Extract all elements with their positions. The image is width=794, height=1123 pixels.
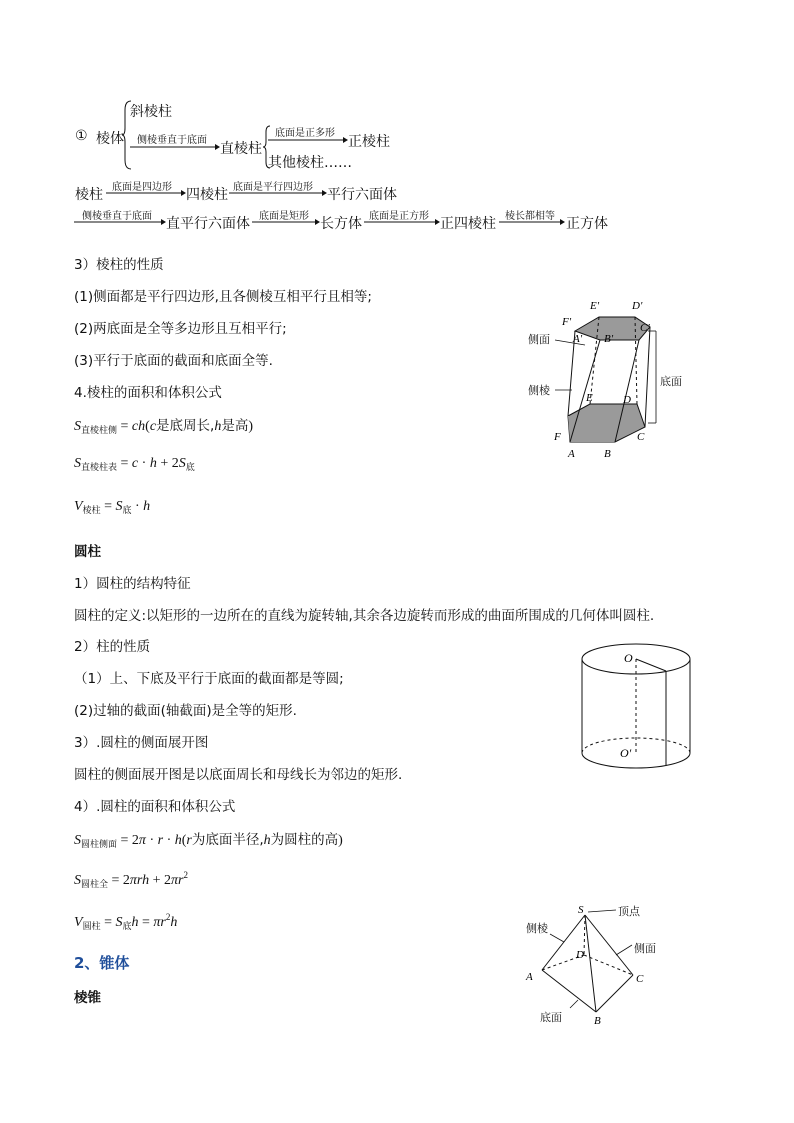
prism-side-edge-label: 侧棱 — [528, 384, 550, 397]
arrow-label-quadrilateral: 底面是四边形 — [112, 182, 172, 193]
pyramid-side-edge-label: 侧棱 — [526, 922, 548, 935]
svg-text:F: F — [554, 431, 561, 443]
circled-number: ① — [75, 128, 88, 144]
regular-quad-prism-label: 正四棱柱 — [440, 216, 496, 232]
cube-label: 正方体 — [566, 216, 608, 232]
quad-prism-label: 四棱柱 — [186, 187, 228, 203]
svg-text:O: O — [624, 651, 633, 665]
cylinder-title: 圆柱 — [74, 544, 101, 560]
svg-text:D': D' — [632, 300, 643, 312]
arrow-label-regular-polygon: 底面是正多形 — [275, 128, 335, 139]
cylinder-property-2: (2)过轴的截面(轴截面)是全等的矩形. — [74, 703, 297, 719]
arrow-3 — [106, 189, 186, 197]
prism-base-label: 底面 — [660, 375, 682, 388]
svg-text:C': C' — [640, 322, 650, 334]
prism-property-2: (2)两底面是全等多边形且互相平行; — [74, 321, 287, 337]
svg-text:E': E' — [590, 300, 600, 312]
cylinder-unfold-text: 圆柱的侧面展开图是以底面周长和母线长为邻边的矩形. — [74, 767, 403, 783]
cylinder-unfold-heading: 3）.圆柱的侧面展开图 — [74, 735, 209, 751]
pyramid-apex-label: 顶点 — [618, 905, 640, 918]
arrow-8 — [499, 218, 565, 226]
prism-property-3: (3)平行于底面的截面和底面全等. — [74, 353, 273, 369]
arrow-label-square: 底面是正方形 — [369, 211, 429, 222]
svg-text:D: D — [576, 949, 584, 961]
svg-text:O': O' — [620, 746, 632, 760]
svg-text:C: C — [637, 431, 645, 443]
prism-side-face-label: 侧面 — [528, 333, 550, 346]
svg-text:B: B — [594, 1015, 601, 1027]
prism-property-1: (1)侧面都是平行四边形,且各侧棱互相平行且相等; — [74, 289, 372, 305]
arrow-2 — [268, 136, 348, 144]
right-prism-label: 直棱柱 — [220, 141, 262, 157]
arrow-label-edge-perp-2: 侧棱垂直于底面 — [82, 211, 152, 222]
formula-right-prism-lateral: $S_{直棱柱侧} = ch(c$是底周长,h是高) — [74, 418, 253, 436]
arrow-7 — [364, 218, 440, 226]
arrow-1 — [130, 143, 220, 151]
cylinder-property-1: （1）上、下底及平行于底面的截面都是等圆; — [74, 671, 344, 687]
other-prism-label: 其他棱柱…… — [268, 155, 352, 171]
arrow-label-edges-equal: 棱长都相等 — [505, 211, 555, 222]
arrow-label-edge-perp-1: 侧棱垂直于底面 — [137, 135, 207, 146]
cone-section-heading: 2、锥体 — [74, 954, 130, 972]
pyramid-base-label: 底面 — [540, 1011, 562, 1024]
formula-prism-volume: $V_{棱柱} = S_底 \cdot h$ — [74, 499, 151, 516]
regular-prism-label: 正棱柱 — [348, 134, 390, 150]
svg-text:F': F' — [562, 316, 572, 328]
oblique-prism-label: 斜棱柱 — [130, 104, 172, 120]
prism-body-label: 棱体 — [96, 131, 124, 147]
cuboid-label: 长方体 — [320, 216, 362, 232]
svg-text:B': B' — [604, 333, 614, 345]
cylinder-figure — [578, 640, 698, 775]
prism-label: 棱柱 — [75, 187, 103, 203]
formula-cylinder-lateral: $S_{圆柱侧面} = 2\pi \cdot r \cdot h(r$为底面半径,h为圆柱的高) — [74, 832, 343, 850]
svg-text:A: A — [568, 448, 575, 460]
cylinder-formulas-heading: 4）.圆柱的面积和体积公式 — [74, 799, 236, 815]
svg-text:D: D — [623, 394, 631, 406]
svg-text:A': A' — [573, 333, 583, 345]
formula-right-prism-surface: $S_{直棱柱表} = c \cdot h + 2S_底$ — [74, 456, 195, 473]
svg-text:A: A — [526, 971, 533, 983]
svg-text:B: B — [604, 448, 611, 460]
arrow-6 — [252, 218, 320, 226]
svg-text:S: S — [578, 904, 584, 916]
arrow-4 — [229, 189, 327, 197]
cylinder-structure-heading: 1）圆柱的结构特征 — [74, 576, 191, 592]
pyramid-heading: 棱锥 — [74, 990, 101, 1006]
svg-text:C: C — [636, 973, 644, 985]
arrow-label-rectangle: 底面是矩形 — [259, 211, 309, 222]
arrow-label-parallelogram: 底面是平行四边形 — [233, 182, 313, 193]
prism-formulas-heading: 4.棱柱的面积和体积公式 — [74, 385, 222, 401]
pyramid-side-face-label: 侧面 — [634, 942, 656, 955]
arrow-5 — [74, 218, 166, 226]
parallelepiped-label: 平行六面体 — [327, 187, 397, 203]
svg-text:E: E — [586, 392, 593, 404]
cylinder-definition: 圆柱的定义:以矩形的一边所在的直线为旋转轴,其余各边旋转而形成的曲面所围成的几何体叫圆柱. — [74, 608, 655, 624]
right-parallelepiped-label: 直平行六面体 — [166, 216, 250, 232]
prism-properties-heading: 3）棱柱的性质 — [74, 257, 164, 273]
formula-cylinder-volume: $V_{圆柱} = S_底h = \pi r^2h$ — [74, 912, 178, 932]
cylinder-properties-heading: 2）柱的性质 — [74, 639, 151, 655]
formula-cylinder-total: $S_{圆柱全} = 2\pi rh + 2\pi r^2$ — [74, 870, 189, 890]
